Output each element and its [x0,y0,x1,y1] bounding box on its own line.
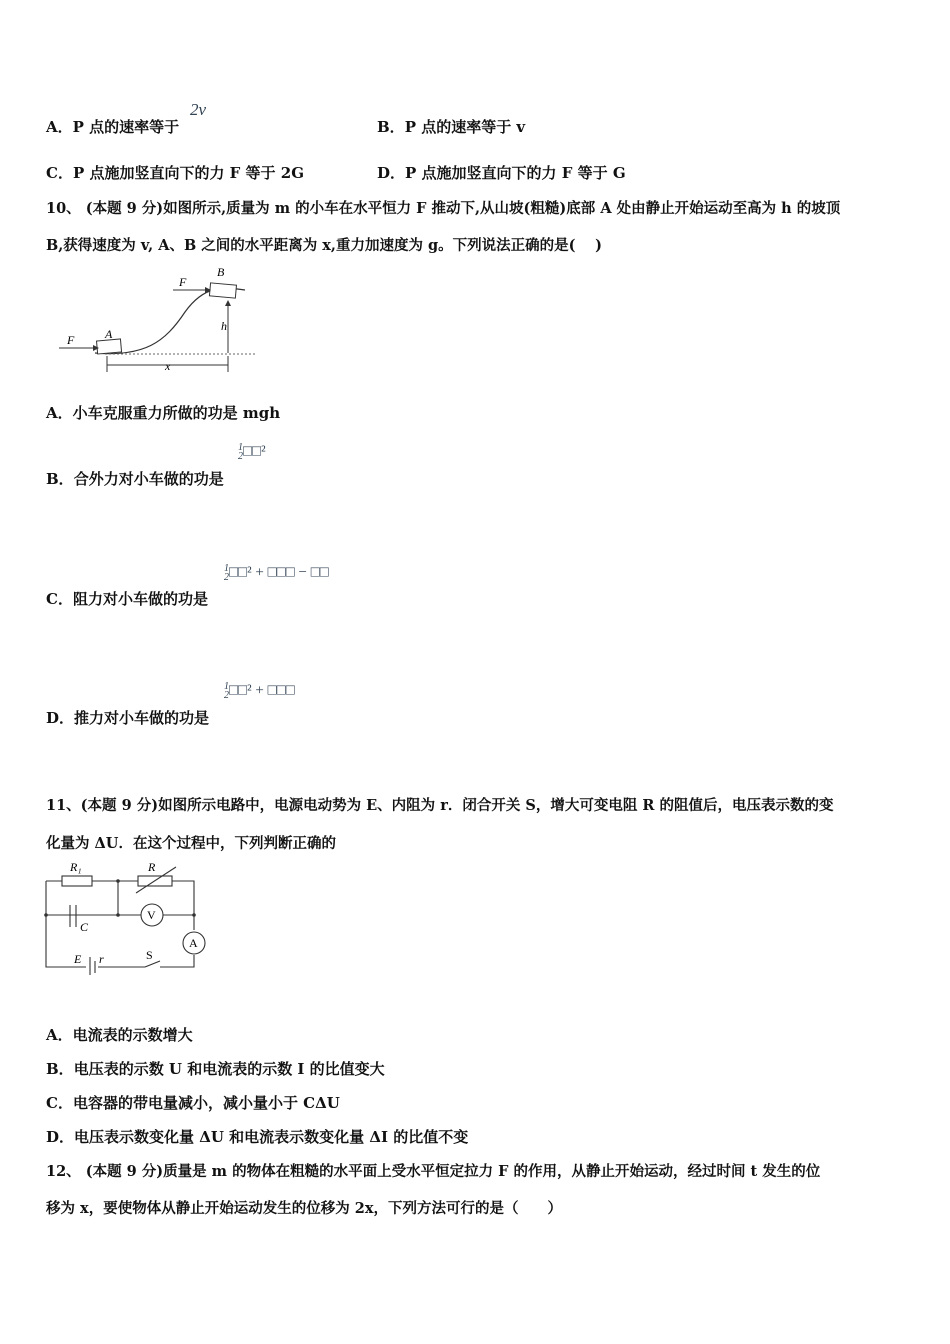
ammeter-label: A [189,936,198,950]
q11-option-c: C．电容器的带电量减小，减小量小于 CΔU [46,1094,340,1112]
label-h: h [221,319,227,333]
label-x: x [165,359,171,373]
q9-option-b: B．P 点的速率等于 v [377,118,526,136]
label-c: C [80,920,89,934]
q10-option-d: D．推力对小车做的功是 [46,709,210,727]
label-r-internal: r [99,952,104,966]
q9-option-d: D．P 点施加竖直向下的力 F 等于 G [377,164,626,182]
q11-stem-line2: 化量为 ΔU．在这个过程中，下列判断正确的 [46,835,336,852]
voltmeter-label: V [147,908,156,922]
q9-option-a-formula: 2v [190,100,207,119]
q10-option-c-formula: 1 2□□² + □□□ − □□ [224,563,329,583]
q10-option-a: A．小车克服重力所做的功是 mgh [46,404,281,422]
circuit-figure [40,855,215,975]
q11-stem-line1: 11、(本题 9 分)如图所示电路中，电源电动势为 E、内阻为 r．闭合开关 S，增大可变电阻 R 的阻值后，电压表示数的变 [46,797,834,814]
label-a: A [105,327,113,341]
q12-stem-line1: 12、 (本题 9 分)质量是 m 的物体在粗糙的水平面上受水平恒定拉力 F 的作用，从静止开始运动，经过时间 t 发生的位 [46,1163,821,1180]
q9-option-c: C．P 点施加竖直向下的力 F 等于 2G [46,164,305,182]
q9-option-a: A．P 点的速率等于 [46,118,180,136]
q10-stem-line2: B,获得速度为 v, A、B 之间的水平距离为 x,重力加速度为 g。下列说法正确的是( ) [46,237,602,254]
q12-stem-line2: 移为 x，要使物体从静止开始运动发生的位移为 2x，下列方法可行的是（ ） [46,1200,562,1217]
label-e: E [74,952,82,966]
q11-option-b: B．电压表的示数 U 和电流表的示数 I 的比值变大 [46,1060,385,1078]
label-f1: F [67,333,75,347]
slope-figure [55,262,265,377]
label-b: B [217,265,225,279]
q10-option-c: C．阻力对小车做的功是 [46,590,208,608]
q10-stem-line1: 10、 (本题 9 分)如图所示,质量为 m 的小车在水平恒力 F 推动下,从山坡(粗糙)底部 A 处由静止开始运动至高为 h 的坡顶 [46,200,841,217]
label-r1: R₁ [70,860,82,874]
label-f2: F [179,275,187,289]
label-s: S [146,948,153,962]
q11-option-a: A．电流表的示数增大 [46,1026,193,1044]
q10-option-b: B．合外力对小车做的功是 [46,470,224,488]
q11-option-d: D．电压表示数变化量 ΔU 和电流表示数变化量 ΔI 的比值不变 [46,1128,469,1146]
q10-option-d-formula: 1 2□□² + □□□ [224,681,295,701]
q10-option-b-formula: 1 2□□² [238,442,266,462]
label-r: R [148,860,156,874]
